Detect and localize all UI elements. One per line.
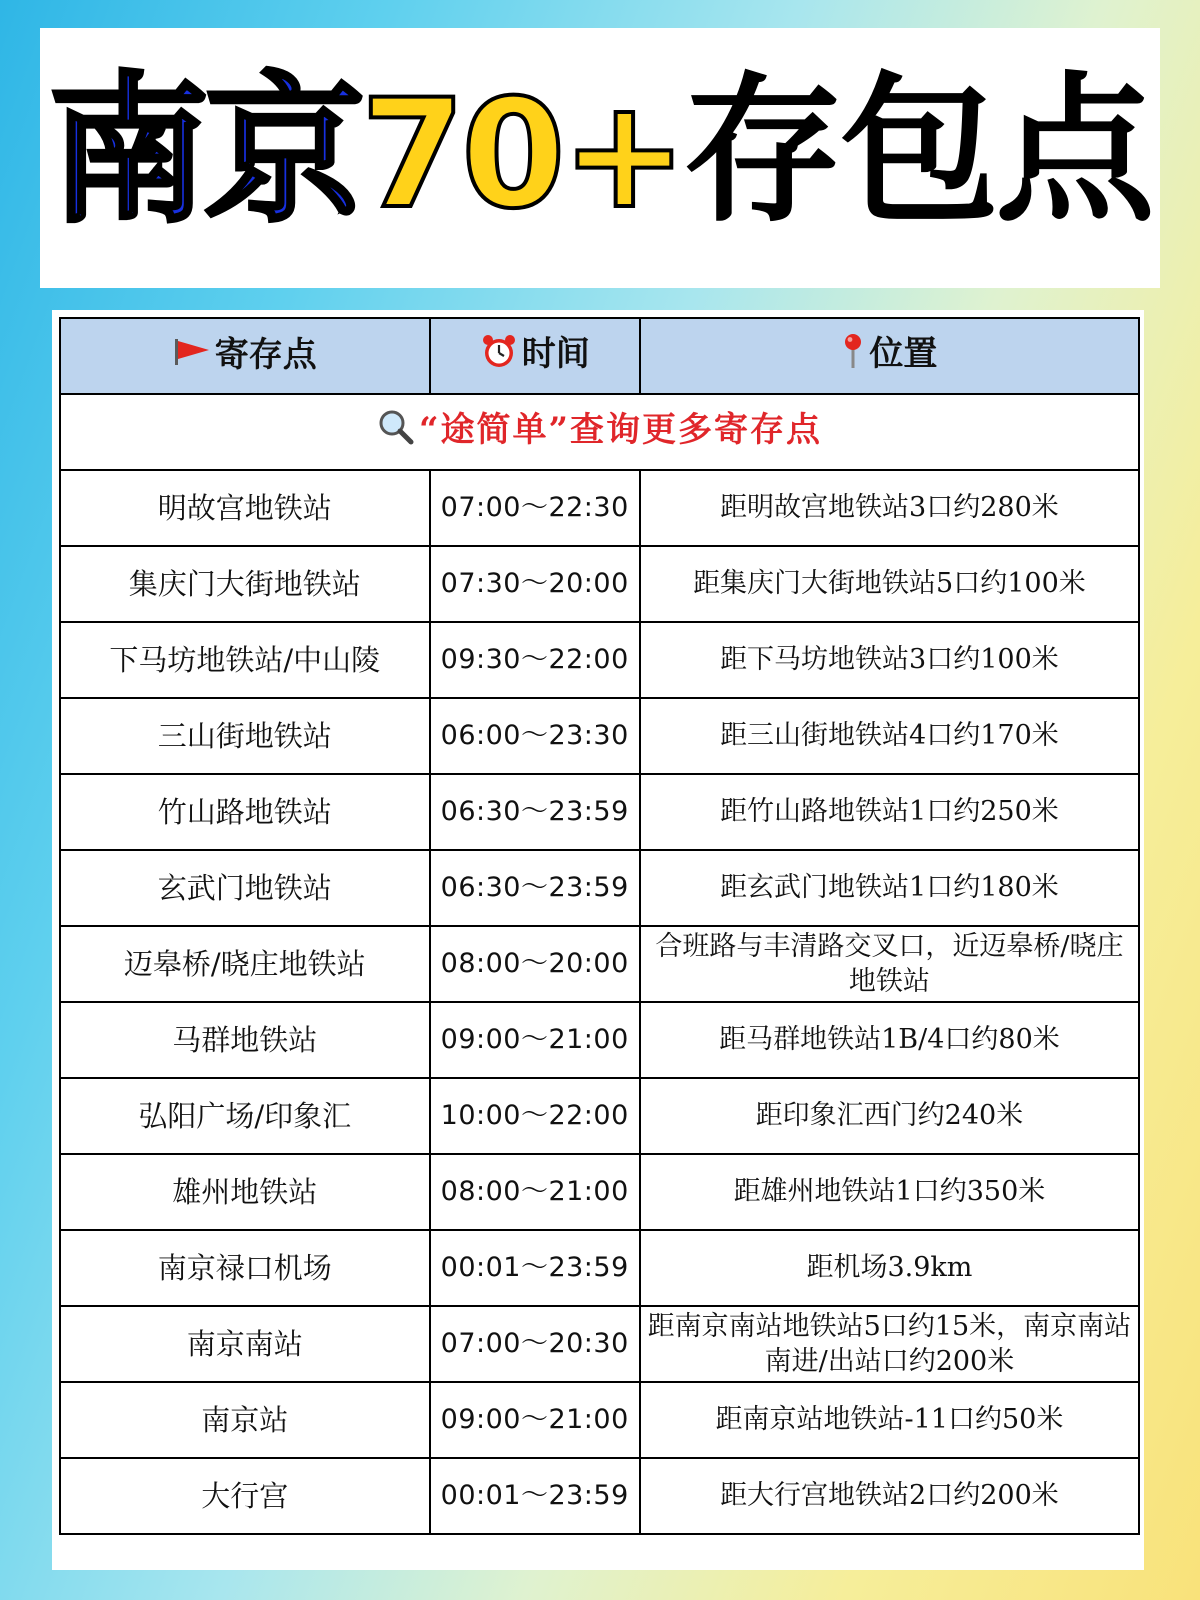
table-row (60, 470, 1139, 546)
row-time: 00:01～23:59 (430, 1458, 640, 1534)
row-time: 08:00～20:00 (430, 926, 640, 1002)
header-location-label: 位置 (869, 334, 938, 374)
row-location: 距下马坊地铁站3口约100米 (640, 622, 1139, 698)
alarm-clock-icon (480, 333, 518, 379)
storage-table (59, 317, 1140, 1535)
row-name: 大行宫 (60, 1458, 430, 1534)
row-time: 06:00～23:30 (430, 698, 640, 774)
table-row (60, 546, 1139, 622)
table-row (60, 1230, 1139, 1306)
table-row (60, 698, 1139, 774)
row-name: 下马坊地铁站/中山陵 (60, 622, 430, 698)
row-name: 明故宫地铁站 (60, 470, 430, 546)
table-row (60, 1078, 1139, 1154)
table-card (52, 310, 1144, 1570)
notice-cell (60, 394, 1139, 470)
row-name: 竹山路地铁站 (60, 774, 430, 850)
row-time: 09:00～21:00 (430, 1002, 640, 1078)
row-name: 南京站 (60, 1382, 430, 1458)
row-name: 南京禄口机场 (60, 1230, 430, 1306)
header-location (640, 318, 1139, 394)
header-time-label: 时间 (521, 334, 590, 374)
table-row (60, 1002, 1139, 1078)
pin-icon (841, 332, 865, 380)
row-name: 集庆门大街地铁站 (60, 546, 430, 622)
row-location: 距马群地铁站1B/4口约80米 (640, 1002, 1139, 1078)
row-name: 三山街地铁站 (60, 698, 430, 774)
row-location: 距雄州地铁站1口约350米 (640, 1154, 1139, 1230)
table-row (60, 850, 1139, 926)
title-count: 70+ (360, 68, 684, 242)
page-title (48, 57, 1152, 244)
row-location: 距玄武门地铁站1口约180米 (640, 850, 1139, 926)
magnifier-icon (377, 408, 415, 456)
row-name: 马群地铁站 (60, 1002, 430, 1078)
row-time: 07:00～22:30 (430, 470, 640, 546)
row-location: 距明故宫地铁站3口约280米 (640, 470, 1139, 546)
row-name: 迈皋桥/晓庄地铁站 (60, 926, 430, 1002)
row-location: 距印象汇西门约240米 (640, 1078, 1139, 1154)
row-location: 距南京站地铁站-11口约50米 (640, 1382, 1139, 1458)
table-row (60, 1458, 1139, 1534)
row-time: 10:00～22:00 (430, 1078, 640, 1154)
table-row (60, 622, 1139, 698)
row-location: 距竹山路地铁站1口约250米 (640, 774, 1139, 850)
header-time (430, 318, 640, 394)
red-flag-icon (173, 336, 211, 377)
row-location: 距集庆门大街地铁站5口约100米 (640, 546, 1139, 622)
row-time: 08:00～21:00 (430, 1154, 640, 1230)
table-row (60, 1154, 1139, 1230)
table-row (60, 1382, 1139, 1458)
header-name-label: 寄存点 (214, 334, 317, 375)
title-city: 南京 (48, 57, 361, 244)
header-name (60, 318, 430, 394)
table-row (60, 774, 1139, 850)
row-time: 06:30～23:59 (430, 774, 640, 850)
row-time: 09:00～21:00 (430, 1382, 640, 1458)
row-location: 距三山街地铁站4口约170米 (640, 698, 1139, 774)
row-time: 07:00～20:30 (430, 1306, 640, 1382)
row-time: 00:01～23:59 (430, 1230, 640, 1306)
row-location: 距南京南站地铁站5口约15米，南京南站南进/出站口约200米 (640, 1306, 1139, 1382)
row-name: 南京南站 (60, 1306, 430, 1382)
table-row (60, 1306, 1139, 1382)
row-location: 距机场3.9km (640, 1230, 1139, 1306)
row-name: 玄武门地铁站 (60, 850, 430, 926)
title-rest: 存包点 (683, 57, 1152, 244)
row-location: 距大行宫地铁站2口约200米 (640, 1458, 1139, 1534)
table-header-row (60, 318, 1139, 394)
row-location: 合班路与丰清路交叉口，近迈皋桥/晓庄地铁站 (640, 926, 1139, 1002)
row-time: 07:30～20:00 (430, 546, 640, 622)
row-time: 06:30～23:59 (430, 850, 640, 926)
title-card (40, 28, 1160, 288)
table-row (60, 926, 1139, 1002)
notice-row (60, 394, 1139, 470)
row-time: 09:30～22:00 (430, 622, 640, 698)
row-name: 弘阳广场/印象汇 (60, 1078, 430, 1154)
row-name: 雄州地铁站 (60, 1154, 430, 1230)
notice-text: “途简单”查询更多寄存点 (418, 410, 823, 450)
